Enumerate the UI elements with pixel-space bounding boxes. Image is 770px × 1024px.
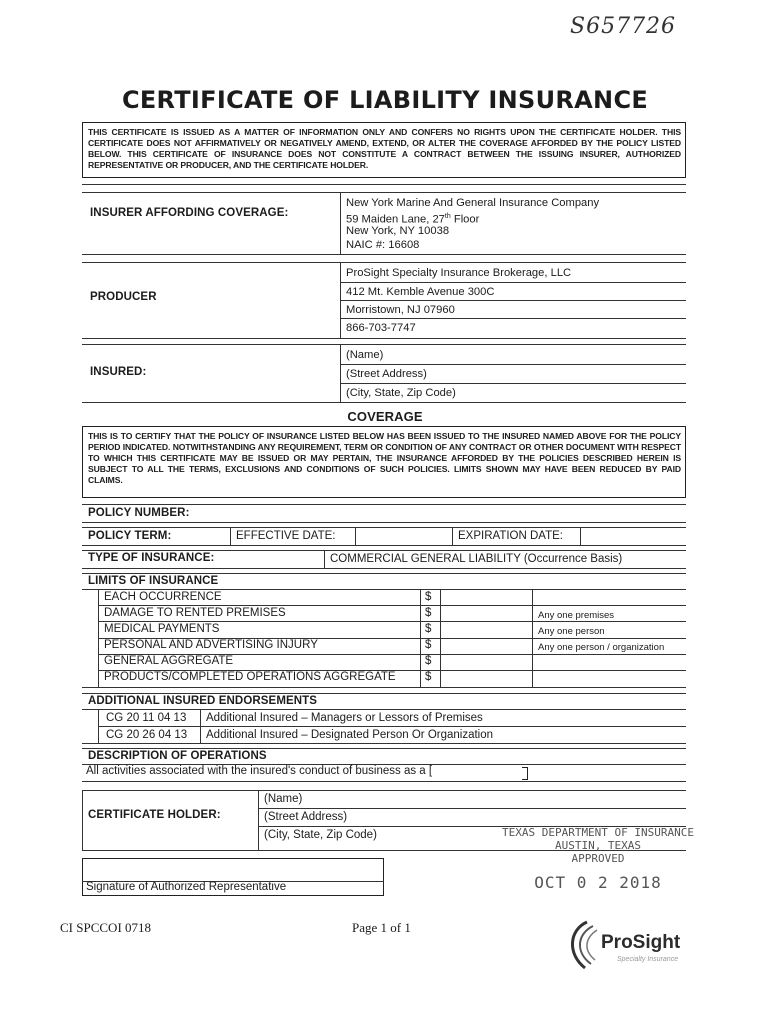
limit-name: MEDICAL PAYMENTS	[104, 623, 220, 635]
form-id: CI SPCCOI 0718	[60, 920, 152, 935]
holder-label: CERTIFICATE HOLDER:	[88, 809, 221, 821]
prosight-swoosh-icon	[563, 918, 603, 974]
limit-note: Any one premises	[538, 610, 615, 621]
producer-label: PRODUCER	[90, 291, 157, 303]
logo-tagline: Specialty Insurance	[617, 956, 679, 963]
limit-name: GENERAL AGGREGATE	[104, 655, 234, 667]
operations-text: All activities associated with the insured's conduct of business as a [	[86, 765, 433, 777]
endorsement-code: CG 20 11 04 13	[106, 712, 187, 724]
producer-city: Morristown, NJ 07960	[346, 304, 455, 316]
coverage-heading: COVERAGE	[347, 409, 423, 424]
insurer-naic: NAIC #: 16608	[346, 239, 420, 251]
stamp-line-3: APPROVED	[571, 852, 625, 865]
limit-symbol: $	[425, 607, 432, 619]
expiration-date-label: EXPIRATION DATE:	[458, 530, 564, 542]
handwritten-number: S657726	[570, 14, 677, 39]
page-number: Page 1 of 1	[352, 920, 411, 935]
producer-name: ProSight Specialty Insurance Brokerage, LLC	[346, 267, 572, 279]
producer-phone: 866-703-7747	[346, 322, 416, 334]
limit-note: Any one person / organization	[538, 642, 665, 653]
endorsement-code: CG 20 26 04 13	[106, 729, 188, 741]
signature-label: Signature of Authorized Representative	[86, 881, 287, 893]
endorsements-heading: ADDITIONAL INSURED ENDORSEMENTS	[88, 695, 318, 707]
holder-street: (Street Address)	[264, 811, 348, 823]
approval-stamp	[498, 826, 698, 892]
holder-city: (City, State, Zip Code)	[264, 829, 377, 841]
limit-symbol: $	[425, 671, 432, 683]
limit-symbol: $	[425, 623, 432, 635]
limit-symbol: $	[425, 591, 432, 603]
holder-name: (Name)	[264, 793, 303, 805]
logo-text: ProSight	[601, 932, 681, 953]
insured-name: (Name)	[346, 349, 384, 361]
policy-term-label: POLICY TERM:	[88, 530, 172, 542]
stamp-line-1: TEXAS DEPARTMENT OF INSURANCE	[501, 826, 695, 839]
intro-notice: THIS CERTIFICATE IS ISSUED AS A MATTER OF INFORMATION ONLY AND CONFERS NO RIGHTS UPON THE CERTIFICATE HOLDER. THIS CERTIFICATE DOES NOT AFFIRMATIVELY OR NEGATIVELY AMEND, EXTEND, OR ALTER THE COVERAGE AFFORDED BY THE POLICY LISTED BELOW. THIS CERTIFICATE OF INSURANCE DOES NOT CONSTITUTE A CONTRACT BETWEEN THE ISSUING INSURER, AUTHORIZED REPRESENTATIVE OR PRODUCER, AND THE CERTIFICATE HOLDER.	[88, 127, 681, 170]
limit-name: DAMAGE TO RENTED PREMISES	[104, 607, 286, 619]
limit-note: Any one person	[538, 626, 605, 637]
stamp-date: OCT 0 2 2018	[534, 873, 662, 892]
insurer-address: 59 Maiden Lane, 27th Floor	[346, 213, 480, 226]
limit-name: PERSONAL AND ADVERTISING INJURY	[104, 639, 318, 651]
limits-heading: LIMITS OF INSURANCE	[88, 575, 219, 587]
endorsement-description: Additional Insured – Designated Person Or Organization	[206, 729, 494, 741]
limit-symbol: $	[425, 639, 432, 651]
prosight-logo	[563, 918, 713, 978]
type-of-insurance-value: COMMERCIAL GENERAL LIABILITY (Occurrence Basis)	[330, 553, 623, 565]
operations-heading: DESCRIPTION OF OPERATIONS	[88, 750, 267, 762]
insured-label: INSURED:	[90, 366, 147, 378]
insurer-name: New York Marine And General Insurance Company	[346, 197, 600, 209]
effective-date-label: EFFECTIVE DATE:	[236, 530, 336, 542]
endorsement-description: Additional Insured – Managers or Lessors of Premises	[206, 712, 483, 724]
bracket-close	[522, 767, 528, 780]
document-title: CERTIFICATE OF LIABILITY INSURANCE	[121, 86, 649, 114]
limit-name: PRODUCTS/COMPLETED OPERATIONS AGGREGATE	[104, 671, 396, 683]
stamp-line-2: AUSTIN, TEXAS	[554, 839, 642, 852]
type-of-insurance-label: TYPE OF INSURANCE:	[88, 552, 215, 564]
limit-name: EACH OCCURRENCE	[104, 591, 222, 603]
insured-city: (City, State, Zip Code)	[346, 387, 456, 399]
coverage-notice: THIS IS TO CERTIFY THAT THE POLICY OF INSURANCE LISTED BELOW HAS BEEN ISSUED TO THE INSURED NAMED ABOVE FOR THE POLICY PERIOD INDICATED. NOTWITHSTANDING ANY REQUIREMENT, TERM OR CONDITION OF ANY CONTRACT OR OTHER DOCUMENT WITH RESPECT TO WHICH THIS CERTIFICATE MAY BE ISSUED OR MAY PERTAIN, THE INSURANCE AFFORDED BY THE POLICIES DESCRIBED HEREIN IS SUBJECT TO ALL THE TERMS, EXCLUSIONS AND CONDITIONS OF SUCH POLICIES. LIMITS SHOWN MAY HAVE BEEN REDUCED BY PAID CLAIMS.	[88, 431, 681, 485]
producer-address: 412 Mt. Kemble Avenue 300C	[346, 286, 495, 298]
limit-symbol: $	[425, 655, 432, 667]
insurer-label: INSURER AFFORDING COVERAGE:	[90, 207, 289, 219]
insurer-city: New York, NY 10038	[346, 225, 450, 237]
policy-number-label: POLICY NUMBER:	[88, 507, 190, 519]
insured-street: (Street Address)	[346, 368, 427, 380]
